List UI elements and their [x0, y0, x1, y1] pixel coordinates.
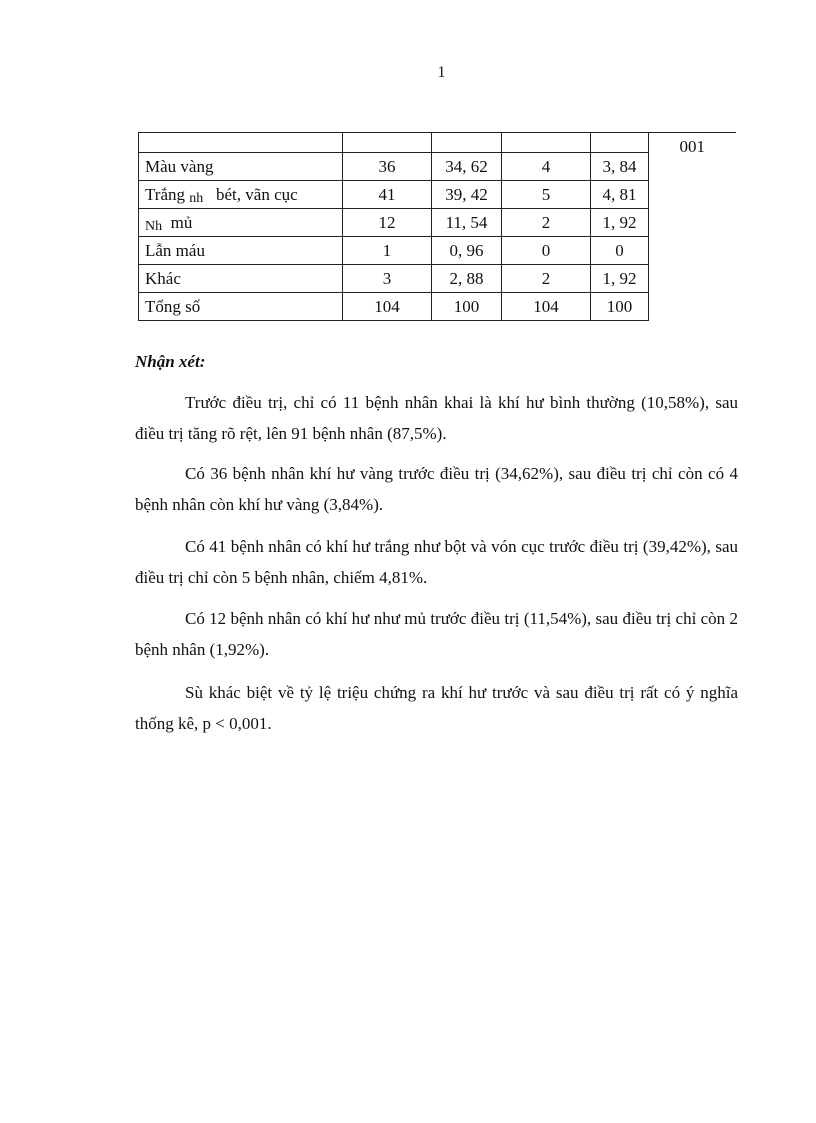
table-row — [139, 181, 736, 209]
cell: 100 — [591, 293, 649, 321]
p-value-cell: 001 — [649, 133, 736, 321]
cell: 0 — [502, 237, 591, 265]
paragraph: Có 41 bệnh nhân có khí hư trắng như bột và vón cục trước điều trị (39,42%), sau điều trị chỉ còn 5 bệnh nhân, chiếm 4,81%. — [135, 537, 738, 587]
row-label: Nh mủ — [139, 209, 343, 237]
cell: 34, 62 — [432, 153, 502, 181]
row-label: Tổng số — [139, 293, 343, 321]
cell: 2 — [502, 265, 591, 293]
cell: 11, 54 — [432, 209, 502, 237]
cell: 3, 84 — [591, 153, 649, 181]
row-label: Khác — [139, 265, 343, 293]
cell: 1 — [343, 237, 432, 265]
cell: 39, 42 — [432, 181, 502, 209]
cell: 36 — [343, 153, 432, 181]
cell: 5 — [502, 181, 591, 209]
cell: 12 — [343, 209, 432, 237]
paragraph: Sù khác biệt về tỷ lệ triệu chứng ra khí hư trước và sau điều trị rất có ý nghĩa thống kê, p < 0,001. — [135, 683, 738, 733]
cell: 41 — [343, 181, 432, 209]
cell: 0 — [591, 237, 649, 265]
cell: 104 — [343, 293, 432, 321]
cell: 2 — [502, 209, 591, 237]
symptom-table — [138, 132, 736, 321]
table-row — [139, 293, 736, 321]
cell: 104 — [502, 293, 591, 321]
table-header-row — [139, 133, 736, 153]
cell: 100 — [432, 293, 502, 321]
cell: 0, 96 — [432, 237, 502, 265]
row-label: Lẫn máu — [139, 237, 343, 265]
paragraph: Trước điều trị, chỉ có 11 bệnh nhân khai là khí hư bình thường (10,58%), sau điều trị tăng rõ rệt, lên 91 bệnh nhân (87,5%). — [135, 393, 738, 443]
comments-heading: Nhận xét: — [135, 352, 206, 371]
cell: 1, 92 — [591, 209, 649, 237]
cell: 3 — [343, 265, 432, 293]
cell: 4, 81 — [591, 181, 649, 209]
paragraph: Có 12 bệnh nhân có khí hư như mủ trước điều trị (11,54%), sau điều trị chỉ còn 2 bệnh nhân (1,92%). — [135, 609, 738, 659]
table-row — [139, 237, 736, 265]
paragraph: Có 36 bệnh nhân khí hư vàng trước điều trị (34,62%), sau điều trị chỉ còn có 4 bệnh nhân còn khí hư vàng (3,84%). — [135, 464, 738, 514]
table-row — [139, 153, 736, 181]
table-row — [139, 265, 736, 293]
cell: 1, 92 — [591, 265, 649, 293]
table-row — [139, 209, 736, 237]
page-number: 1 — [437, 64, 446, 81]
row-label: Màu vàng — [139, 153, 343, 181]
cell: 4 — [502, 153, 591, 181]
row-label: Trắng nh bét, vãn cục — [139, 181, 343, 209]
cell: 2, 88 — [432, 265, 502, 293]
